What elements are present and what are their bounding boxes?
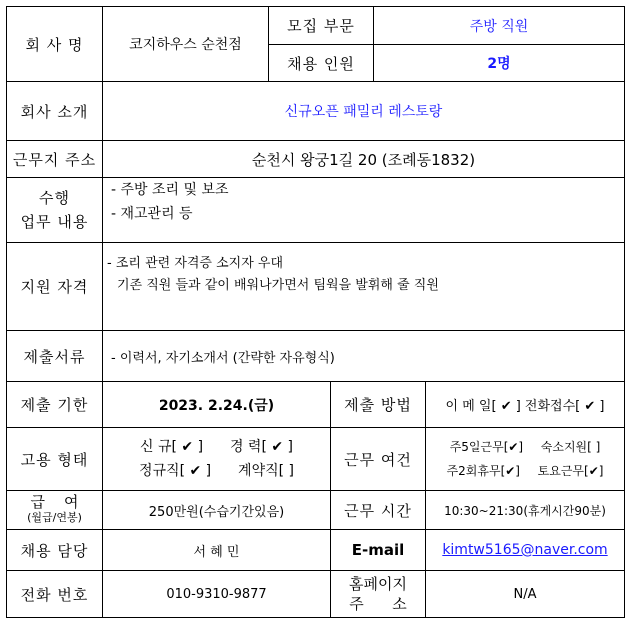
homepage-label: 홈페이지 주 소	[330, 570, 426, 618]
email-link[interactable]: kimtw5165@naver.com	[442, 542, 608, 558]
conditions-value	[425, 427, 625, 491]
recruit-field-label: 모집 부문	[268, 6, 374, 45]
email-value[interactable]	[425, 529, 625, 571]
company-label: 회 사 명	[6, 6, 103, 82]
address-label: 근무지 주소	[6, 140, 103, 178]
qualification-label: 지원 자격	[6, 242, 103, 331]
employment-row-2: 정규직[ ✔ ] 계약직[ ]	[139, 463, 294, 479]
documents-label: 제출서류	[6, 330, 103, 382]
employment-type-value	[102, 427, 331, 491]
intro-label: 회사 소개	[6, 81, 103, 141]
conditions-row-1: 주5일근무[✔] 숙소지원[ ]	[449, 440, 601, 454]
submit-method-value: 이 메 일[ ✔ ] 전화접수[ ✔ ]	[425, 381, 625, 428]
deadline-label: 제출 기한	[6, 381, 103, 428]
phone-label: 전화 번호	[6, 570, 103, 618]
hire-count-label: 채용 인원	[268, 44, 374, 82]
email-label: E-mail	[330, 529, 426, 571]
address-value: 순천시 왕궁1길 20 (조례동1832)	[102, 140, 625, 178]
intro-value: 신규오픈 패밀리 레스토랑	[102, 81, 625, 141]
employment-row-1: 신 규[ ✔ ] 경 력[ ✔ ]	[139, 439, 294, 455]
duty-item: - 주방 조리 및 보조	[111, 182, 229, 198]
contact-person-value: 서 혜 민	[102, 529, 331, 571]
duty-item: - 재고관리 등	[111, 206, 193, 222]
work-hours-value: 10:30~21:30(휴게시간90분)	[425, 490, 625, 530]
deadline-value: 2023. 2.24.(금)	[102, 381, 331, 428]
salary-value: 250만원(수습기간있음)	[102, 490, 331, 530]
contact-person-label: 채용 담당	[6, 529, 103, 571]
conditions-label: 근무 여건	[330, 427, 426, 491]
submit-method-label: 제출 방법	[330, 381, 426, 428]
employment-type-label: 고용 형태	[6, 427, 103, 491]
salary-label: 급 여 (월급/연봉)	[6, 490, 103, 530]
recruit-field-value: 주방 직원	[373, 6, 625, 45]
company-value: 코지하우스 순천점	[102, 6, 269, 82]
duties-list	[102, 177, 625, 243]
documents-value: - 이력서, 자기소개서 (간략한 자유형식)	[102, 330, 625, 382]
phone-value: 010-9310-9877	[102, 570, 331, 618]
work-hours-label: 근무 시간	[330, 490, 426, 530]
conditions-row-2: 주2회휴무[✔] 토요근무[✔]	[446, 464, 604, 478]
hire-count-value: 2명	[373, 44, 625, 82]
qualification-value: - 조리 관련 자격증 소지자 우대 기존 직원 들과 같이 배워나가면서 팀웍을 발휘해 줄 직원	[102, 242, 625, 331]
duties-label: 수행 업무 내용	[6, 177, 103, 243]
homepage-value: N/A	[425, 570, 625, 618]
